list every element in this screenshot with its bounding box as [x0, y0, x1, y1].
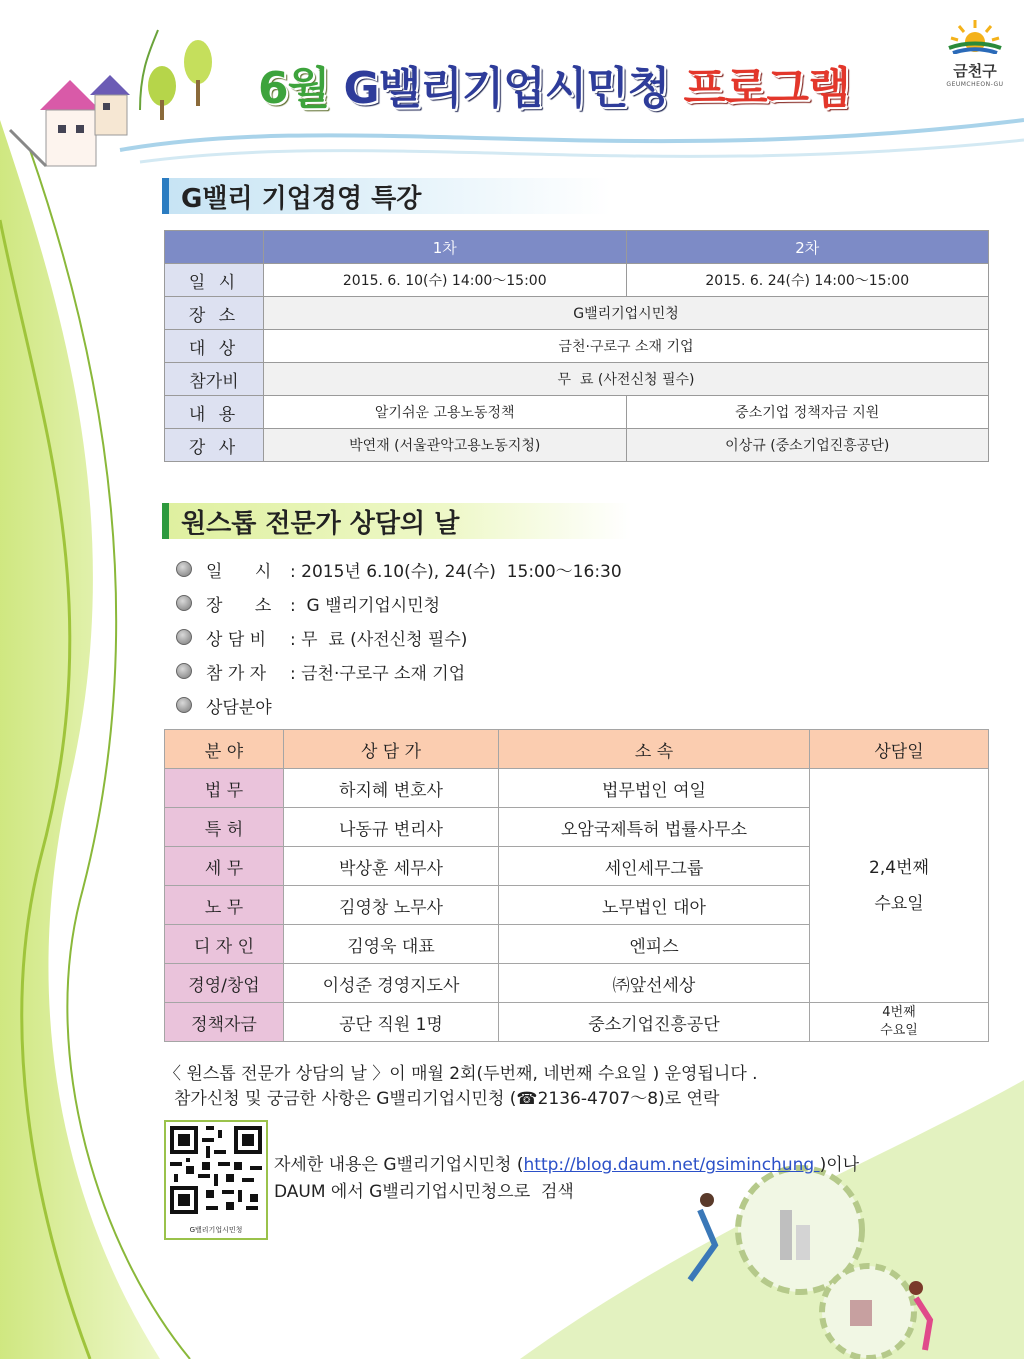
table-header-row: [165, 231, 989, 264]
table-header-day: 상담일: [810, 730, 989, 769]
bullet-icon: [176, 595, 192, 611]
day-line: 수요일: [880, 1023, 918, 1038]
table-row: [165, 396, 989, 429]
qr-code[interactable]: [164, 1120, 268, 1240]
consultant-cell: 나동규 변리사: [284, 808, 499, 847]
bullet-icon: [176, 697, 192, 713]
table-header-blank: [165, 231, 264, 264]
section-heading-lecture: G밸리 기업경영 특강: [162, 178, 611, 214]
affiliation-cell: 세인세무그룹: [499, 847, 810, 886]
notice-line: 〈 원스톱 전문가 상담의 날 〉이 매월 2회(두번째, 네번째 수요일 ) 운영됩니다 .: [164, 1064, 758, 1084]
affiliation-cell: 노무법인 대아: [499, 886, 810, 925]
field-cell: 디 자 인: [165, 925, 284, 964]
day-cell: [810, 769, 989, 1003]
table-row: [165, 429, 989, 462]
table-header-second: 2차: [626, 231, 989, 264]
section-heading-consult: 원스톱 전문가 상담의 날: [162, 503, 631, 539]
detail-text: [274, 1152, 859, 1206]
day-line: 4번째: [882, 1005, 916, 1020]
row-label: 일 시: [165, 264, 264, 297]
table-header-row: [165, 730, 989, 769]
table-cell: 무 료 (사전신청 필수): [264, 363, 989, 396]
list-item: [176, 586, 622, 620]
field-cell: 경영/창업: [165, 964, 284, 1003]
notice-text: [164, 1062, 758, 1112]
table-row: [165, 264, 989, 297]
affiliation-cell: 법무법인 여일: [499, 769, 810, 808]
table-header-consultant: 상 담 가: [284, 730, 499, 769]
row-label: 대 상: [165, 330, 264, 363]
qr-code-icon: [166, 1122, 266, 1218]
field-cell: 법 무: [165, 769, 284, 808]
info-key: 일 시: [206, 561, 272, 582]
row-label: 장 소: [165, 297, 264, 330]
day-line: 수요일: [874, 893, 924, 914]
detail-prefix: 자세한 내용은 G밸리기업시민청 (: [274, 1155, 524, 1175]
table-header-first: 1차: [264, 231, 627, 264]
table-row: [165, 363, 989, 396]
info-value: : G 밸리기업시민청: [290, 595, 441, 616]
affiliation-cell: ㈜앞선세상: [499, 964, 810, 1003]
table-row: [165, 769, 989, 808]
table-cell: 금천·구로구 소재 기업: [264, 330, 989, 363]
info-value: : 2015년 6.10(수), 24(수) 15:00～16:30: [290, 561, 622, 582]
table-row: [165, 297, 989, 330]
field-cell: 정책자금: [165, 1003, 284, 1042]
bullet-icon: [176, 561, 192, 577]
info-value: : 무 료 (사전신청 필수): [290, 629, 468, 650]
consultant-cell: 김영욱 대표: [284, 925, 499, 964]
detail-line: DAUM 에서 G밸리기업시민청으로 검색: [274, 1182, 574, 1202]
table-cell: 박연재 (서울관악고용노동지청): [264, 429, 627, 462]
blog-link[interactable]: http://blog.daum.net/gsiminchung: [523, 1155, 820, 1175]
info-key: 장 소: [206, 595, 272, 616]
affiliation-cell: 엔피스: [499, 925, 810, 964]
list-item: [176, 552, 622, 586]
row-label: 강 사: [165, 429, 264, 462]
info-key: 참 가 자: [206, 663, 267, 684]
row-label: 내 용: [165, 396, 264, 429]
detail-line: [274, 1152, 859, 1179]
table-row: [165, 1003, 989, 1042]
field-cell: 노 무: [165, 886, 284, 925]
qr-caption: G밸리기업시민청: [189, 1226, 243, 1234]
notice-line: 참가신청 및 궁금한 사항은 G밸리기업시민청 (☎2136-4707～8)로 연락: [174, 1089, 720, 1109]
title-month: 6월: [258, 63, 330, 114]
affiliation-cell: 중소기업진흥공단: [499, 1003, 810, 1042]
field-cell: 특 허: [165, 808, 284, 847]
logo-subtitle: GEUMCHEON-GU: [946, 81, 1004, 88]
sun-logo-icon: [945, 18, 1005, 54]
lecture-table: [164, 230, 989, 462]
district-logo: [940, 18, 1010, 98]
table-cell: 이상규 (중소기업진흥공단): [626, 429, 989, 462]
affiliation-cell: 오암국제특허 법률사무소: [499, 808, 810, 847]
consultant-cell: 김영창 노무사: [284, 886, 499, 925]
info-key: 상 담 비: [206, 629, 267, 650]
title-program: 프로그램: [683, 63, 850, 114]
table-cell: 2015. 6. 24(수) 14:00～15:00: [626, 264, 989, 297]
page-title: [258, 52, 898, 116]
table-cell: 중소기업 정책자금 지원: [626, 396, 989, 429]
consult-table: [164, 729, 989, 1042]
logo-name: 금천구: [953, 62, 997, 80]
field-cell: 세 무: [165, 847, 284, 886]
title-org: G밸리기업시민청: [343, 63, 670, 114]
bullet-icon: [176, 629, 192, 645]
consultant-cell: 박상훈 세무사: [284, 847, 499, 886]
consult-info-list: [176, 552, 622, 722]
row-label: 참가비: [165, 363, 264, 396]
table-cell: 알기쉬운 고용노동정책: [264, 396, 627, 429]
list-item: [176, 688, 622, 722]
consultant-cell: 공단 직원 1명: [284, 1003, 499, 1042]
consultant-cell: 하지혜 변호사: [284, 769, 499, 808]
info-value: : 금천·구로구 소재 기업: [290, 663, 466, 684]
table-header-affiliation: 소 속: [499, 730, 810, 769]
table-cell: 2015. 6. 10(수) 14:00～15:00: [264, 264, 627, 297]
table-header-field: 분 야: [165, 730, 284, 769]
table-row: [165, 330, 989, 363]
list-item: [176, 654, 622, 688]
info-key: 상담분야: [206, 697, 272, 718]
detail-suffix: )이나: [819, 1155, 860, 1175]
consultant-cell: 이성준 경영지도사: [284, 964, 499, 1003]
table-cell: G밸리기업시민청: [264, 297, 989, 330]
list-item: [176, 620, 622, 654]
bullet-icon: [176, 663, 192, 679]
day-cell: [810, 1003, 989, 1042]
day-line: 2,4번째: [869, 857, 929, 878]
